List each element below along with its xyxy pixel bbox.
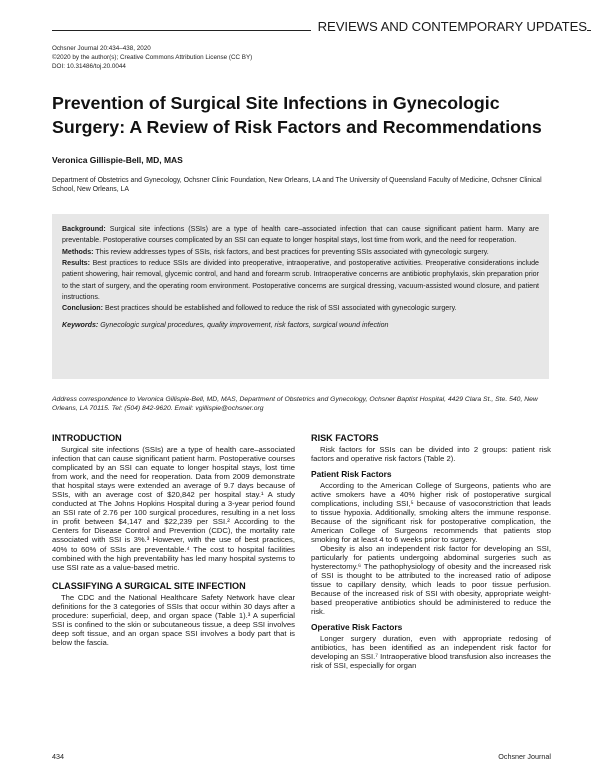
abstract-box <box>52 214 549 379</box>
body-column-right <box>311 433 551 670</box>
methods-text: This review addresses types of SSIs, risk factors, and best practices for preventing SSIs associated with gynecologic surgery. <box>95 247 489 256</box>
keywords-label: Keywords: <box>62 320 99 329</box>
classify-heading: CLASSIFYING A SURGICAL SITE INFECTION <box>52 580 246 591</box>
abstract-keywords <box>62 320 539 331</box>
body-column-left <box>52 433 295 647</box>
conclusion-label: Conclusion: <box>62 304 103 313</box>
correspondence-note: Address correspondence to Veronica Gillispie-Bell, MD, MAS, Department of Obstetrics and Gynecology, Ochsner Baptist Hospital, 4429 Clara St., Ste. 540, New Orleans, LA 70115. Tel: (504) 842-9620. Email: vgillispie@ochsner.org <box>52 396 538 413</box>
patient-risk-heading: Patient Risk Factors <box>311 469 392 480</box>
classify-paragraph: The CDC and the National Healthcare Safety Network have clear definitions for the 3 categories of SSIs that occur within 30 days after a procedure: superficial, deep, and organ space (Table 1).³ A superficial SSI is confined to the skin or subcutaneous tissue, a deep SSI involves deep soft tissue, and an organ space SSI involves a body part that is below the fascia. <box>52 592 295 647</box>
footer-journal-name: Ochsner Journal <box>498 752 551 761</box>
author-affiliation: Department of Obstetrics and Gynecology, Ochsner Clinic Foundation, New Orleans, LA and The University of Queensland Faculty of Medicine, Ochsner Clinical School, New Orleans, LA <box>52 177 542 194</box>
intro-paragraph: Surgical site infections (SSIs) are a type of health care–associated infection that can cause significant patient harm. Postoperative courses complicated by an SSI can equate to longer hospital stays, lost time from work, and the need for reoperation. Data from 2009 demonstrate that hospital stays were extended an average of 9.7 days because of SSIs, with an average cost of $20,842 per hospital stay.¹ A study conducted at The Johns Hopkins Hospital during a 3-year period found an SSI rate of 2.76 per 100 surgical procedures, resulting in a net loss in profit between $4,147 and $22,239 per SSI.² According to the Centers for Disease Control and Prevention (CDC), the mortality rate associated with SSI is 3%.³ However, with the use of best practices, 40% to 60% of SSIs are preventable.⁴ The cost to hospital facilities combined with the high preventability has led many hospital systems to use SSI rate as a value-based metric. <box>52 445 295 572</box>
intro-heading: INTRODUCTION <box>52 433 122 443</box>
operative-risk-paragraph: Longer surgery duration, even with appropriate redosing of antibiotics, has been identified as an independent risk factor for developing an SSI.⁷ Intraoperative blood transfusion also increases the risk of SSI, especially for organ <box>311 633 551 670</box>
risk-paragraph: Risk factors for SSIs can be divided into 2 groups: patient risk factors and operative risk factors (Table 2). <box>311 445 551 464</box>
page-number: 434 <box>52 752 64 761</box>
article-title: Prevention of Surgical Site Infections in Gynecologic Surgery: A Review of Risk Factors and Recommendations <box>52 93 542 137</box>
methods-label: Methods: <box>62 247 94 256</box>
results-text: Best practices to reduce SSIs are divided into preoperative, intraoperative, and postoperative activities. Preoperative considerations include patient showering, hair removal, glycemic control, and hand and forearm scrub. Intraoperative concerns are antibiotic prophylaxis, skin preparation prior to the start of surgery, and the operating room environment. Postoperative concerns are surgical dressing, vacuum-assisted wound closure, and patient instructions. <box>62 259 539 302</box>
abstract-methods <box>62 247 539 258</box>
doi-line: DOI: 10.31486/toj.20.0044 <box>52 63 126 70</box>
results-label: Results: <box>62 259 90 268</box>
author-name: Veronica Gillispie-Bell, MD, MAS <box>52 155 183 165</box>
journal-citation: Ochsner Journal 20:434–438, 2020 <box>52 45 151 52</box>
section-label: REVIEWS AND CONTEMPORARY UPDATES <box>311 19 587 34</box>
background-text: Surgical site infections (SSIs) are a type of health care–associated infection that can cause significant patient harm. Many are preventable. Postoperative courses complicated by an SSI can equate to longer hospital stays, lost time from work, and the need for reoperation. <box>62 225 539 245</box>
patient-risk-paragraph-2: Obesity is also an independent risk factor for developing an SSI, particularly for patients undergoing abdominal surgeries such as hysterectomy.⁶ The pathophysiology of obesity and the increased risk of SSI is thought to be attributed to the increased ratio of adipose tissue to capillary density, which leads to poor tissue perfusion. Because of the increased risk of SSI with obesity, appropriate weight-based preoperative antibiotics should be administered to reduce the risk. <box>311 543 551 617</box>
operative-risk-heading: Operative Risk Factors <box>311 622 403 633</box>
conclusion-text: Best practices should be established and followed to reduce the risk of SSI associated with gynecologic surgery. <box>104 304 457 313</box>
abstract-conclusion <box>62 303 539 314</box>
background-label: Background: <box>62 225 106 233</box>
abstract-background <box>62 224 539 247</box>
abstract-results <box>62 258 539 303</box>
risk-heading: RISK FACTORS <box>311 433 379 443</box>
patient-risk-paragraph-1: According to the American College of Surgeons, patients who are active smokers have a 40% higher risk of postoperative surgical complications, including SSI,⁵ because of vasoconstriction that leads to tissue hypoxia. Additionally, smoking alters the immune response. Because of the significant risk for postoperative complication, the American College of Surgeons recommends that patients stop smoking for at least 4 to 6 weeks prior to surgery. <box>311 480 551 544</box>
keywords-text: Gynecologic surgical procedures, quality improvement, risk factors, surgical wound infection <box>100 320 389 329</box>
license-line: ©2020 by the author(s); Creative Commons Attribution License (CC BY) <box>52 54 253 61</box>
